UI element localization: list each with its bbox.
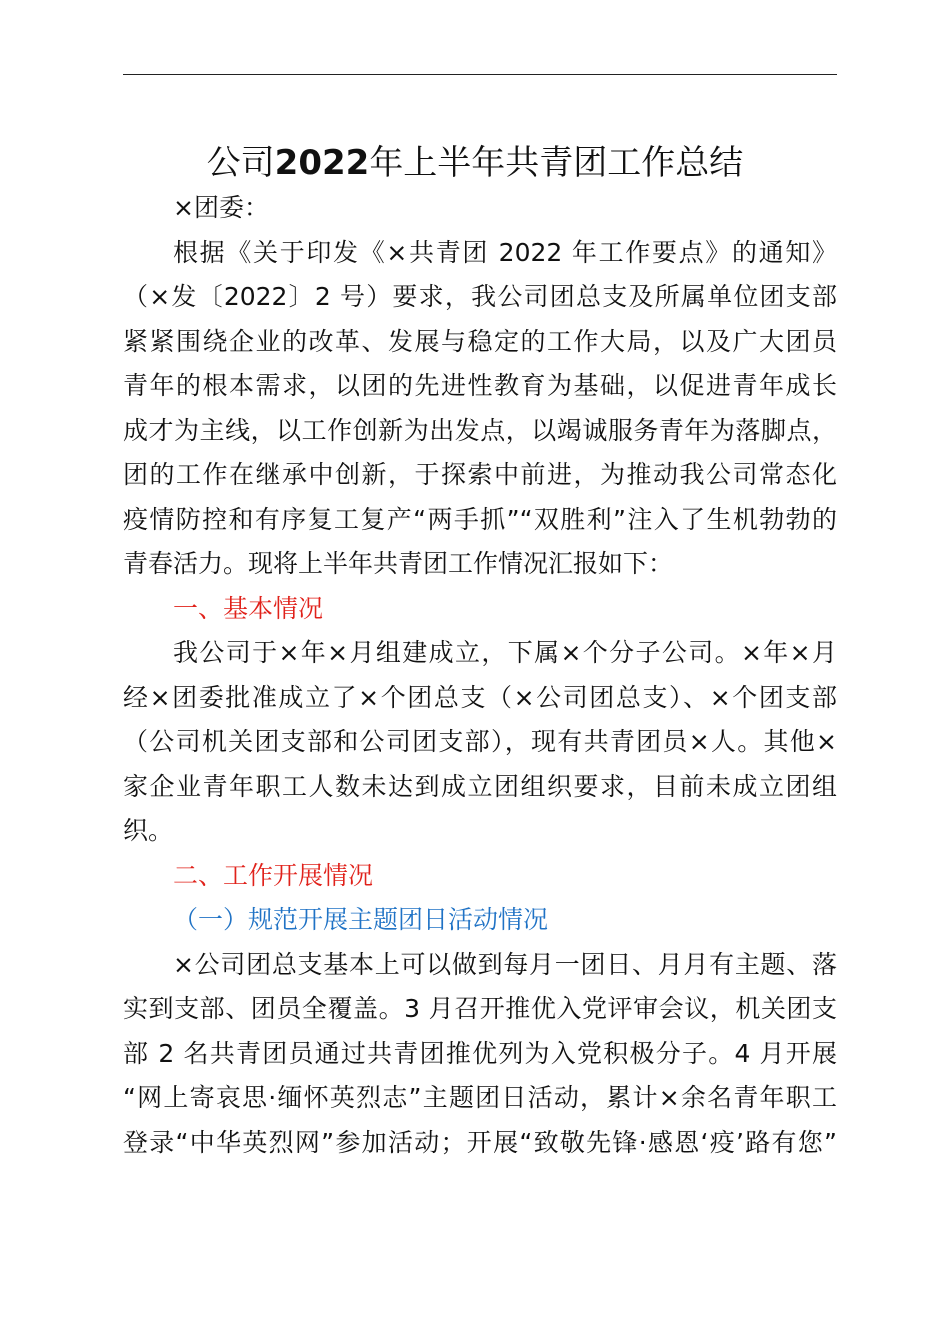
- intro-line: 团的工作在继承中创新，于探索中前进，为推动我公司常态化: [123, 460, 837, 489]
- intro-line: 成才为主线，以工作创新为出发点，以竭诚服务青年为落脚点，: [123, 415, 837, 445]
- subsection1-line: 部 2 名共青团员通过共青团推优列为入党积极分子。4 月开展: [123, 1038, 837, 1068]
- subsection1-line: 登录“中华英烈网”参加活动；开展“致敬先锋·感恩‘疫’路有您”: [123, 1127, 837, 1157]
- section-heading-basic: 一、基本情况: [173, 593, 324, 623]
- title-prefix: 公司: [206, 143, 275, 183]
- section1-line: 织。: [123, 816, 174, 845]
- intro-line: 紧紧围绕企业的改革、发展与稳定的工作大局，以及广大团员: [123, 326, 837, 356]
- section1-line: 家企业青年职工人数未达到成立团组织要求，目前未成立团组: [123, 771, 837, 801]
- header-rule: [123, 74, 837, 75]
- subsection1-line: 实到支部、团员全覆盖。3 月召开推优入党评审会议，机关团支: [123, 994, 837, 1023]
- intro-line: （×发〔2022〕2 号）要求，我公司团总支及所属单位团支部: [123, 282, 837, 311]
- section-heading-work: 二、工作开展情况: [173, 860, 374, 890]
- section1-line: （公司机关团支部和公司团支部），现有共青团员×人。其他×: [123, 727, 837, 756]
- subsection-heading-activities: （一）规范开展主题团日活动情况: [173, 905, 549, 934]
- subsection1-line: “网上寄哀思·缅怀英烈志”主题团日活动，累计×余名青年职工: [123, 1083, 837, 1112]
- document-body: [123, 186, 837, 1165]
- section1-line: 我公司于×年×月组建成立，下属×个分子公司。×年×月: [173, 638, 837, 667]
- subsection1-line: ×公司团总支基本上可以做到每月一团日、月月有主题、落: [173, 949, 837, 979]
- intro-line: 青春活力。现将上半年共青团工作情况汇报如下：: [123, 549, 674, 578]
- section1-line: 经×团委批准成立了×个团总支（×公司团总支）、×个团支部: [123, 682, 837, 712]
- intro-line: 青年的根本需求，以团的先进性教育为基础，以促进青年成长: [123, 371, 837, 400]
- salutation: ×团委：: [173, 193, 269, 222]
- title-suffix: 年上半年共青团工作总结: [369, 143, 744, 183]
- title-year: 2022: [274, 143, 370, 183]
- intro-line: 疫情防控和有序复工复产“两手抓”“双胜利”注入了生机勃勃的: [123, 504, 837, 534]
- intro-line: 根据《关于印发《×共青团 2022 年工作要点》的通知》: [173, 237, 837, 267]
- document-title: [0, 140, 950, 186]
